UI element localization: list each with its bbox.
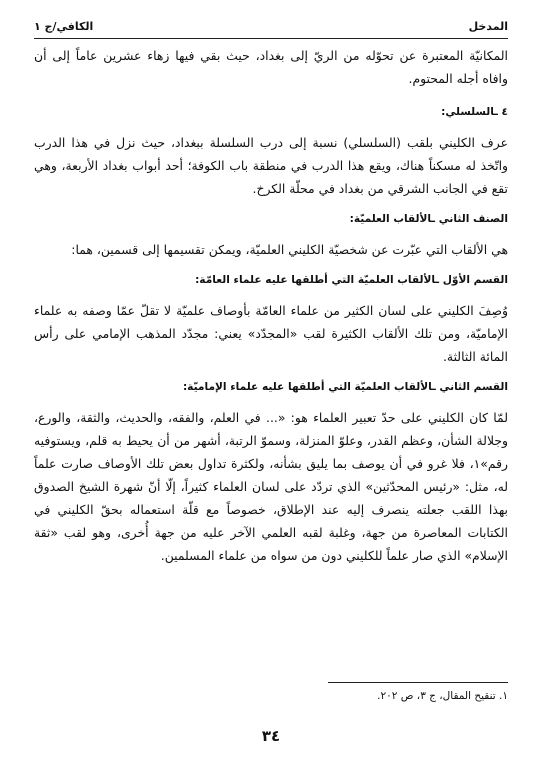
page-number: ٣٤ <box>261 727 281 745</box>
header-section: المدخل <box>468 19 508 33</box>
footnote: ١. تنقيح المقال، ج ٣، ص ٢٠٢. <box>377 690 508 702</box>
header-book-title: الكافي/ج ١ <box>34 19 94 33</box>
paragraph: المكانيّة المعتبرة عن تحوّله من الريّ إلى بغداد، حيث بقي فيها زهاء عشرين عاماً إلى أن وافاه أجله المحتوم. <box>34 48 508 86</box>
footnote-rule <box>328 682 508 683</box>
section-heading: القسم الأوّل ـالألقاب العلميّة التي أطلقها عليه علماء العامّة: <box>195 274 508 286</box>
paragraph: لمّا كان الكليني على حدّ تعبير العلماء هو: «... في العلم، والفقه، والحديث، والثقة، والورع، وجلالة الشأن، وعظم القدر، وعلوّ المنزلة، وسموّ الرتبة، أشهر من أن يحيط به قلم، ويستوفيه رقم»١، فلا غرو في أن يوصف بما يليق بشأنه، ولكثرة تداول بعض تلك الأوصاف صارت علماً له، مثل: «رئيس المحدّثين» الذي تردّد على لسان العلماء كثيراً، إلّا أنّ شهرة الشيخ الصدوق بهذا اللقب جعلته ينصرف إليه عند الإطلاق، خصوصاً مع قلّة استعماله بحقّ الكليني في الكتابات المعاصرة من جهة، وغلبة لقبه العلمي الآخر عليه من جهة أُخرى، وهو لقب «ثقة الإسلام» الذي صار علماً للكليني دون من سواه من علماء المسلمين. <box>34 410 508 563</box>
running-header <box>34 16 508 36</box>
header-rule <box>34 38 508 39</box>
main-text <box>34 44 508 567</box>
section-heading: ٤ ـالسلسلي: <box>441 106 508 118</box>
paragraph: وُصِفَ الكليني على لسان الكثير من علماء العامّة بأوصاف علميّة لا تقلّ عمّا وصفه به علماء الإماميّة، ومن تلك الألقاب الكثيرة لقب «المجدّد» يعني: مجدّد المذهب الإمامي على رأس المائة الثالثة. <box>34 303 508 364</box>
paragraph: عرف الكليني بلقب (السلسلي) نسبة إلى درب السلسلة ببغداد، حيث نزل في هذا الدرب واتّخذ له مسكناً هناك، ويقع هذا الدرب في منطقة باب الكوفة؛ أحد أبواب بغداد الأربعة، وهي تقع في الجانب الشرقي من بغداد في محلّة الكرخ. <box>34 135 508 196</box>
section-heading: الصنف الثاني ـالألقاب العلميّة: <box>349 213 508 225</box>
paragraph: هي الألقاب التي عبّرت عن شخصيّة الكليني العلميّة، ويمكن تقسيمها إلى قسمين، هما: <box>71 242 508 257</box>
section-heading: القسم الثاني ـالألقاب العلميّة التي أطلقها عليه علماء الإماميّة: <box>182 381 508 393</box>
